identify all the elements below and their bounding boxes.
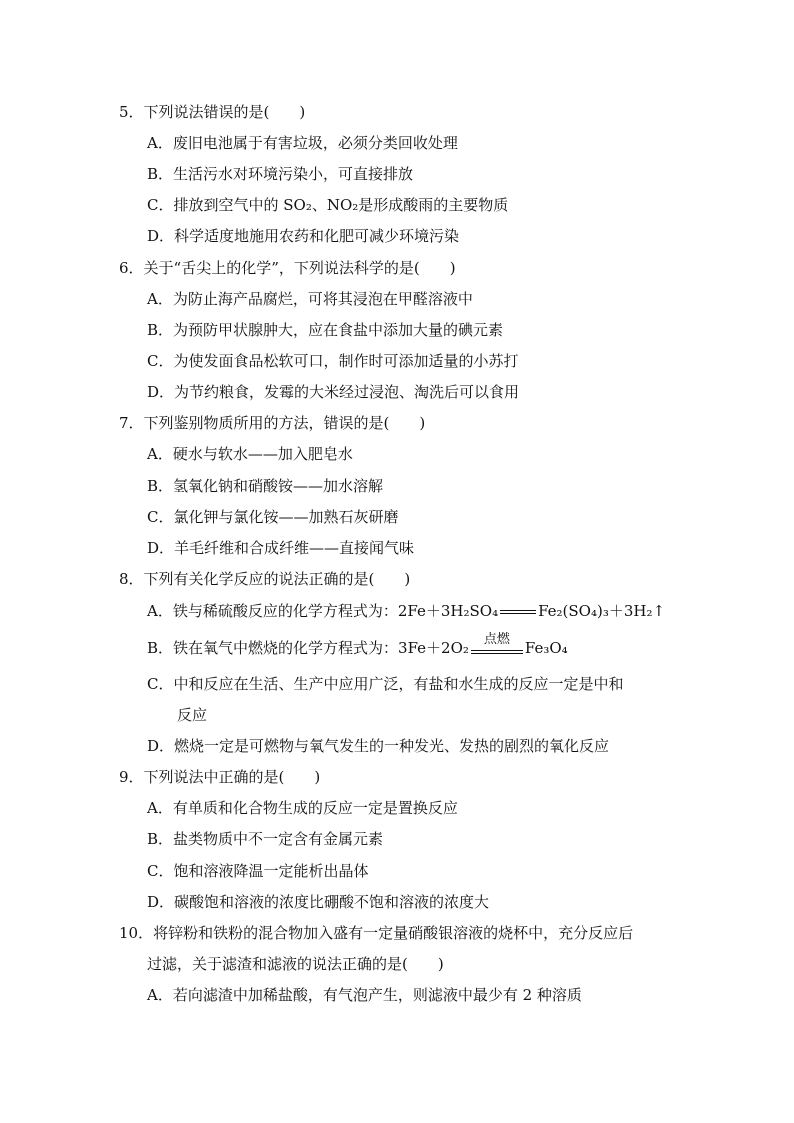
- question-5-stem: 5．下列说法错误的是( ): [119, 103, 306, 121]
- question-10-stem-line1: 10．将锌粉和铁粉的混合物加入盛有一定量硝酸银溶液的烧杯中，充分反应后: [119, 924, 634, 942]
- question-9-option-a: A．有单质和化合物生成的反应一定是置换反应: [147, 799, 458, 817]
- question-7-option-d: D．羊毛纤维和合成纤维——直接闻气味: [147, 539, 415, 557]
- question-5-option-b: B．生活污水对环境污染小，可直接排放: [147, 165, 414, 183]
- question-8-stem: 8．下列有关化学反应的说法正确的是( ): [119, 570, 411, 588]
- question-6-stem: 6．关于“舌尖上的化学”，下列说法科学的是( ): [119, 259, 456, 277]
- reaction-condition-arrow: [471, 632, 523, 659]
- question-9-option-c: C．饱和溶液降温一定能析出晶体: [147, 862, 369, 880]
- reaction-condition: 点燃: [483, 632, 510, 647]
- question-8-option-b: [147, 632, 568, 659]
- question-6-option-b: B．为预防甲状腺肿大，应在食盐中添加大量的碘元素: [147, 321, 504, 339]
- equation-b-right: Fe₃O₄: [524, 639, 568, 657]
- question-8-option-a: [147, 600, 665, 622]
- question-9-option-b: B．盐类物质中不一定含有金属元素: [147, 830, 384, 848]
- option-b-prefix: B．铁在氧气中燃烧的化学方程式为：: [147, 639, 399, 657]
- question-5-option-d: D．科学适度地施用农药和化肥可减少环境污染: [147, 227, 460, 245]
- question-6-option-d: D．为节约粮食，发霉的大米经过浸泡、淘洗后可以食用: [147, 383, 520, 401]
- question-8-option-c-line2: 反应: [177, 706, 208, 724]
- question-7-option-b: B．氢氧化钠和硝酸铵——加水溶解: [147, 477, 384, 495]
- question-6-option-a: A．为防止海产品腐烂，可将其浸泡在甲醛溶液中: [147, 290, 473, 308]
- question-8-option-d: D．燃烧一定是可燃物与氧气发生的一种发光、发热的剧烈的氧化反应: [147, 737, 610, 755]
- question-5-option-a: A．废旧电池属于有害垃圾，必须分类回收处理: [147, 134, 458, 152]
- equals-sign-icon: [498, 600, 538, 622]
- question-7-option-c: C．氯化钾与氯化铵——加熟石灰研磨: [147, 508, 399, 526]
- question-10-stem-line2: 过滤，关于滤渣和滤液的说法正确的是( ): [147, 955, 444, 973]
- question-6-option-c: C．为使发面食品松软可口，制作时可添加适量的小苏打: [147, 352, 519, 370]
- question-7-option-a: A．硬水与软水——加入肥皂水: [147, 445, 353, 463]
- question-9-option-d: D．碳酸饱和溶液的浓度比硼酸不饱和溶液的浓度大: [147, 893, 490, 911]
- question-9-stem: 9．下列说法中正确的是( ): [119, 768, 321, 786]
- equation-b-left: 3Fe＋2O₂: [398, 639, 469, 657]
- question-5-option-c: C．排放到空气中的 SO₂、NO₂是形成酸雨的主要物质: [147, 196, 509, 214]
- option-a-prefix: A．铁与稀硫酸反应的化学方程式为：: [147, 602, 398, 620]
- equation-a-left: 2Fe＋3H₂SO₄: [397, 602, 499, 620]
- equation-a-right: Fe₂(SO₄)₃＋3H₂↑: [538, 602, 666, 620]
- question-7-stem: 7．下列鉴别物质所用的方法，错误的是( ): [119, 414, 426, 432]
- question-8-option-c-line1: C．中和反应在生活、生产中应用广泛，有盐和水生成的反应一定是中和: [147, 675, 624, 693]
- question-10-option-a: A．若向滤渣中加稀盐酸，有气泡产生，则滤液中最少有 2 种溶质: [147, 986, 582, 1004]
